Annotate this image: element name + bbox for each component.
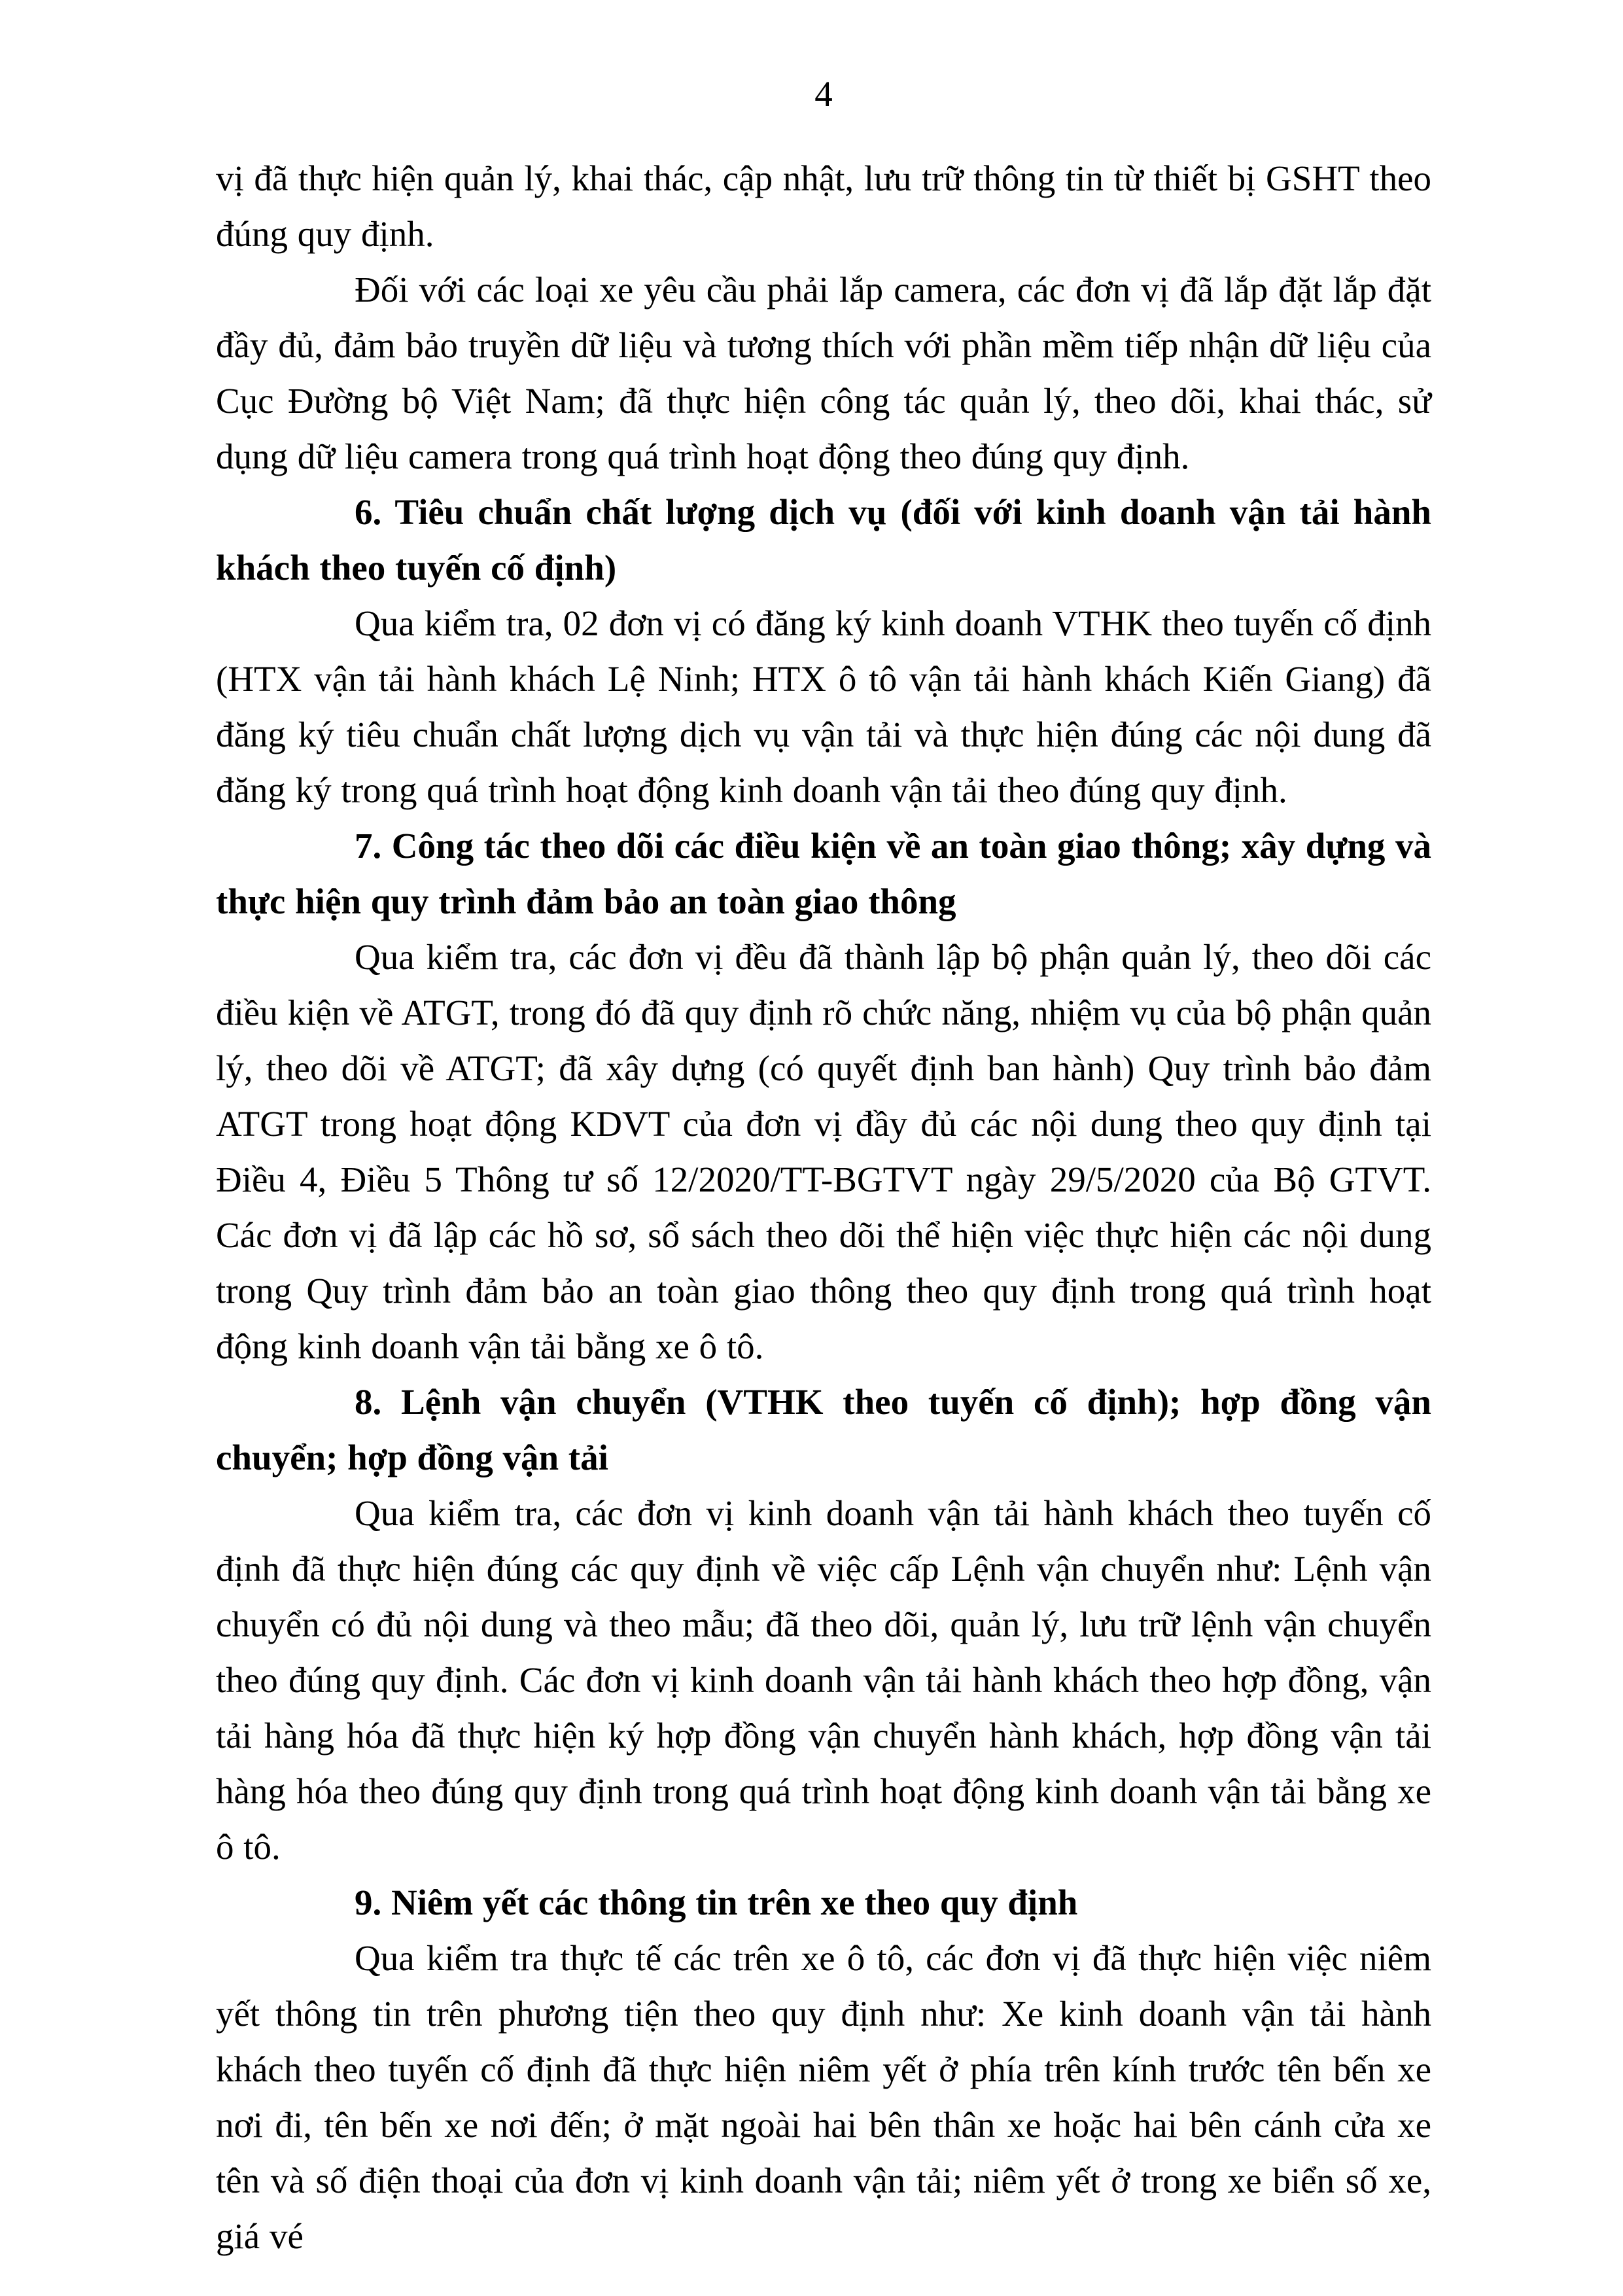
paragraph-gsht-continuation: vị đã thực hiện quản lý, khai thác, cập nhật, lưu trữ thông tin từ thiết bị GSHT theo đúng quy định. bbox=[216, 158, 1431, 254]
section-heading-8: 8. Lệnh vận chuyển (VTHK theo tuyến cố định); hợp đồng vận chuyển; hợp đồng vận tải bbox=[216, 1382, 1431, 1477]
paragraph-section-8: Qua kiểm tra, các đơn vị kinh doanh vận tải hành khách theo tuyến cố định đã thực hiện đúng các quy định về việc cấp Lệnh vận chuyển như: Lệnh vận chuyển có đủ nội dung và theo mẫu; đã theo dõi, quản lý, lưu trữ lệnh vận chuyển theo đúng quy định. Các đơn vị kinh doanh vận tải hành khách theo hợp đồng, vận tải hàng hóa đã thực hiện ký hợp đồng vận chuyển hành khách, hợp đồng vận tải hàng hóa theo đúng quy định trong quá trình hoạt động kinh doanh vận tải bằng xe ô tô. bbox=[216, 1493, 1431, 1867]
section-heading-7: 7. Công tác theo dõi các điều kiện về an toàn giao thông; xây dựng và thực hiện quy trình đảm bảo an toàn giao thông bbox=[216, 826, 1431, 921]
paragraph-section-9: Qua kiểm tra thực tế các trên xe ô tô, các đơn vị đã thực hiện việc niêm yết thông tin trên phương tiện theo quy định như: Xe kinh doanh vận tải hành khách theo tuyến cố định đã thực hiện niêm yết ở phía trên kính trước tên bến xe nơi đi, tên bến xe nơi đến; ở mặt ngoài hai bên thân xe hoặc hai bên cánh cửa xe tên và số điện thoại của đơn vị kinh doanh vận tải; niêm yết ở trong xe biển số xe, giá vé bbox=[216, 1938, 1431, 2256]
paragraph-section-6: Qua kiểm tra, 02 đơn vị có đăng ký kinh doanh VTHK theo tuyến cố định (HTX vận tải hành khách Lệ Ninh; HTX ô tô vận tải hành khách Kiến Giang) đã đăng ký tiêu chuẩn chất lượng dịch vụ vận tải và thực hiện đúng các nội dung đã đăng ký trong quá trình hoạt động kinh doanh vận tải theo đúng quy định. bbox=[216, 603, 1431, 810]
page-number: 4 bbox=[814, 74, 833, 114]
paragraph-section-7: Qua kiểm tra, các đơn vị đều đã thành lập bộ phận quản lý, theo dõi các điều kiện về ATGT, trong đó đã quy định rõ chức năng, nhiệm vụ của bộ phận quản lý, theo dõi về ATGT; đã xây dựng (có quyết định ban hành) Quy trình bảo đảm ATGT trong hoạt động KDVT của đơn vị đầy đủ các nội dung theo quy định tại Điều 4, Điều 5 Thông tư số 12/2020/TT-BGTVT ngày 29/5/2020 của Bộ GTVT. Các đơn vị đã lập các hồ sơ, sổ sách theo dõi thể hiện việc thực hiện các nội dung trong Quy trình đảm bảo an toàn giao thông theo quy định trong quá trình hoạt động kinh doanh vận tải bằng xe ô tô. bbox=[216, 937, 1431, 1366]
paragraph-camera: Đối với các loại xe yêu cầu phải lắp camera, các đơn vị đã lắp đặt lắp đặt đầy đủ, đảm bảo truyền dữ liệu và tương thích với phần mềm tiếp nhận dữ liệu của Cục Đường bộ Việt Nam; đã thực hiện công tác quản lý, theo dõi, khai thác, sử dụng dữ liệu camera trong quá trình hoạt động theo đúng quy định. bbox=[216, 270, 1431, 476]
section-heading-6: 6. Tiêu chuẩn chất lượng dịch vụ (đối với kinh doanh vận tải hành khách theo tuyến cố định) bbox=[216, 492, 1431, 588]
section-heading-9: 9. Niêm yết các thông tin trên xe theo quy định bbox=[355, 1882, 1078, 1922]
